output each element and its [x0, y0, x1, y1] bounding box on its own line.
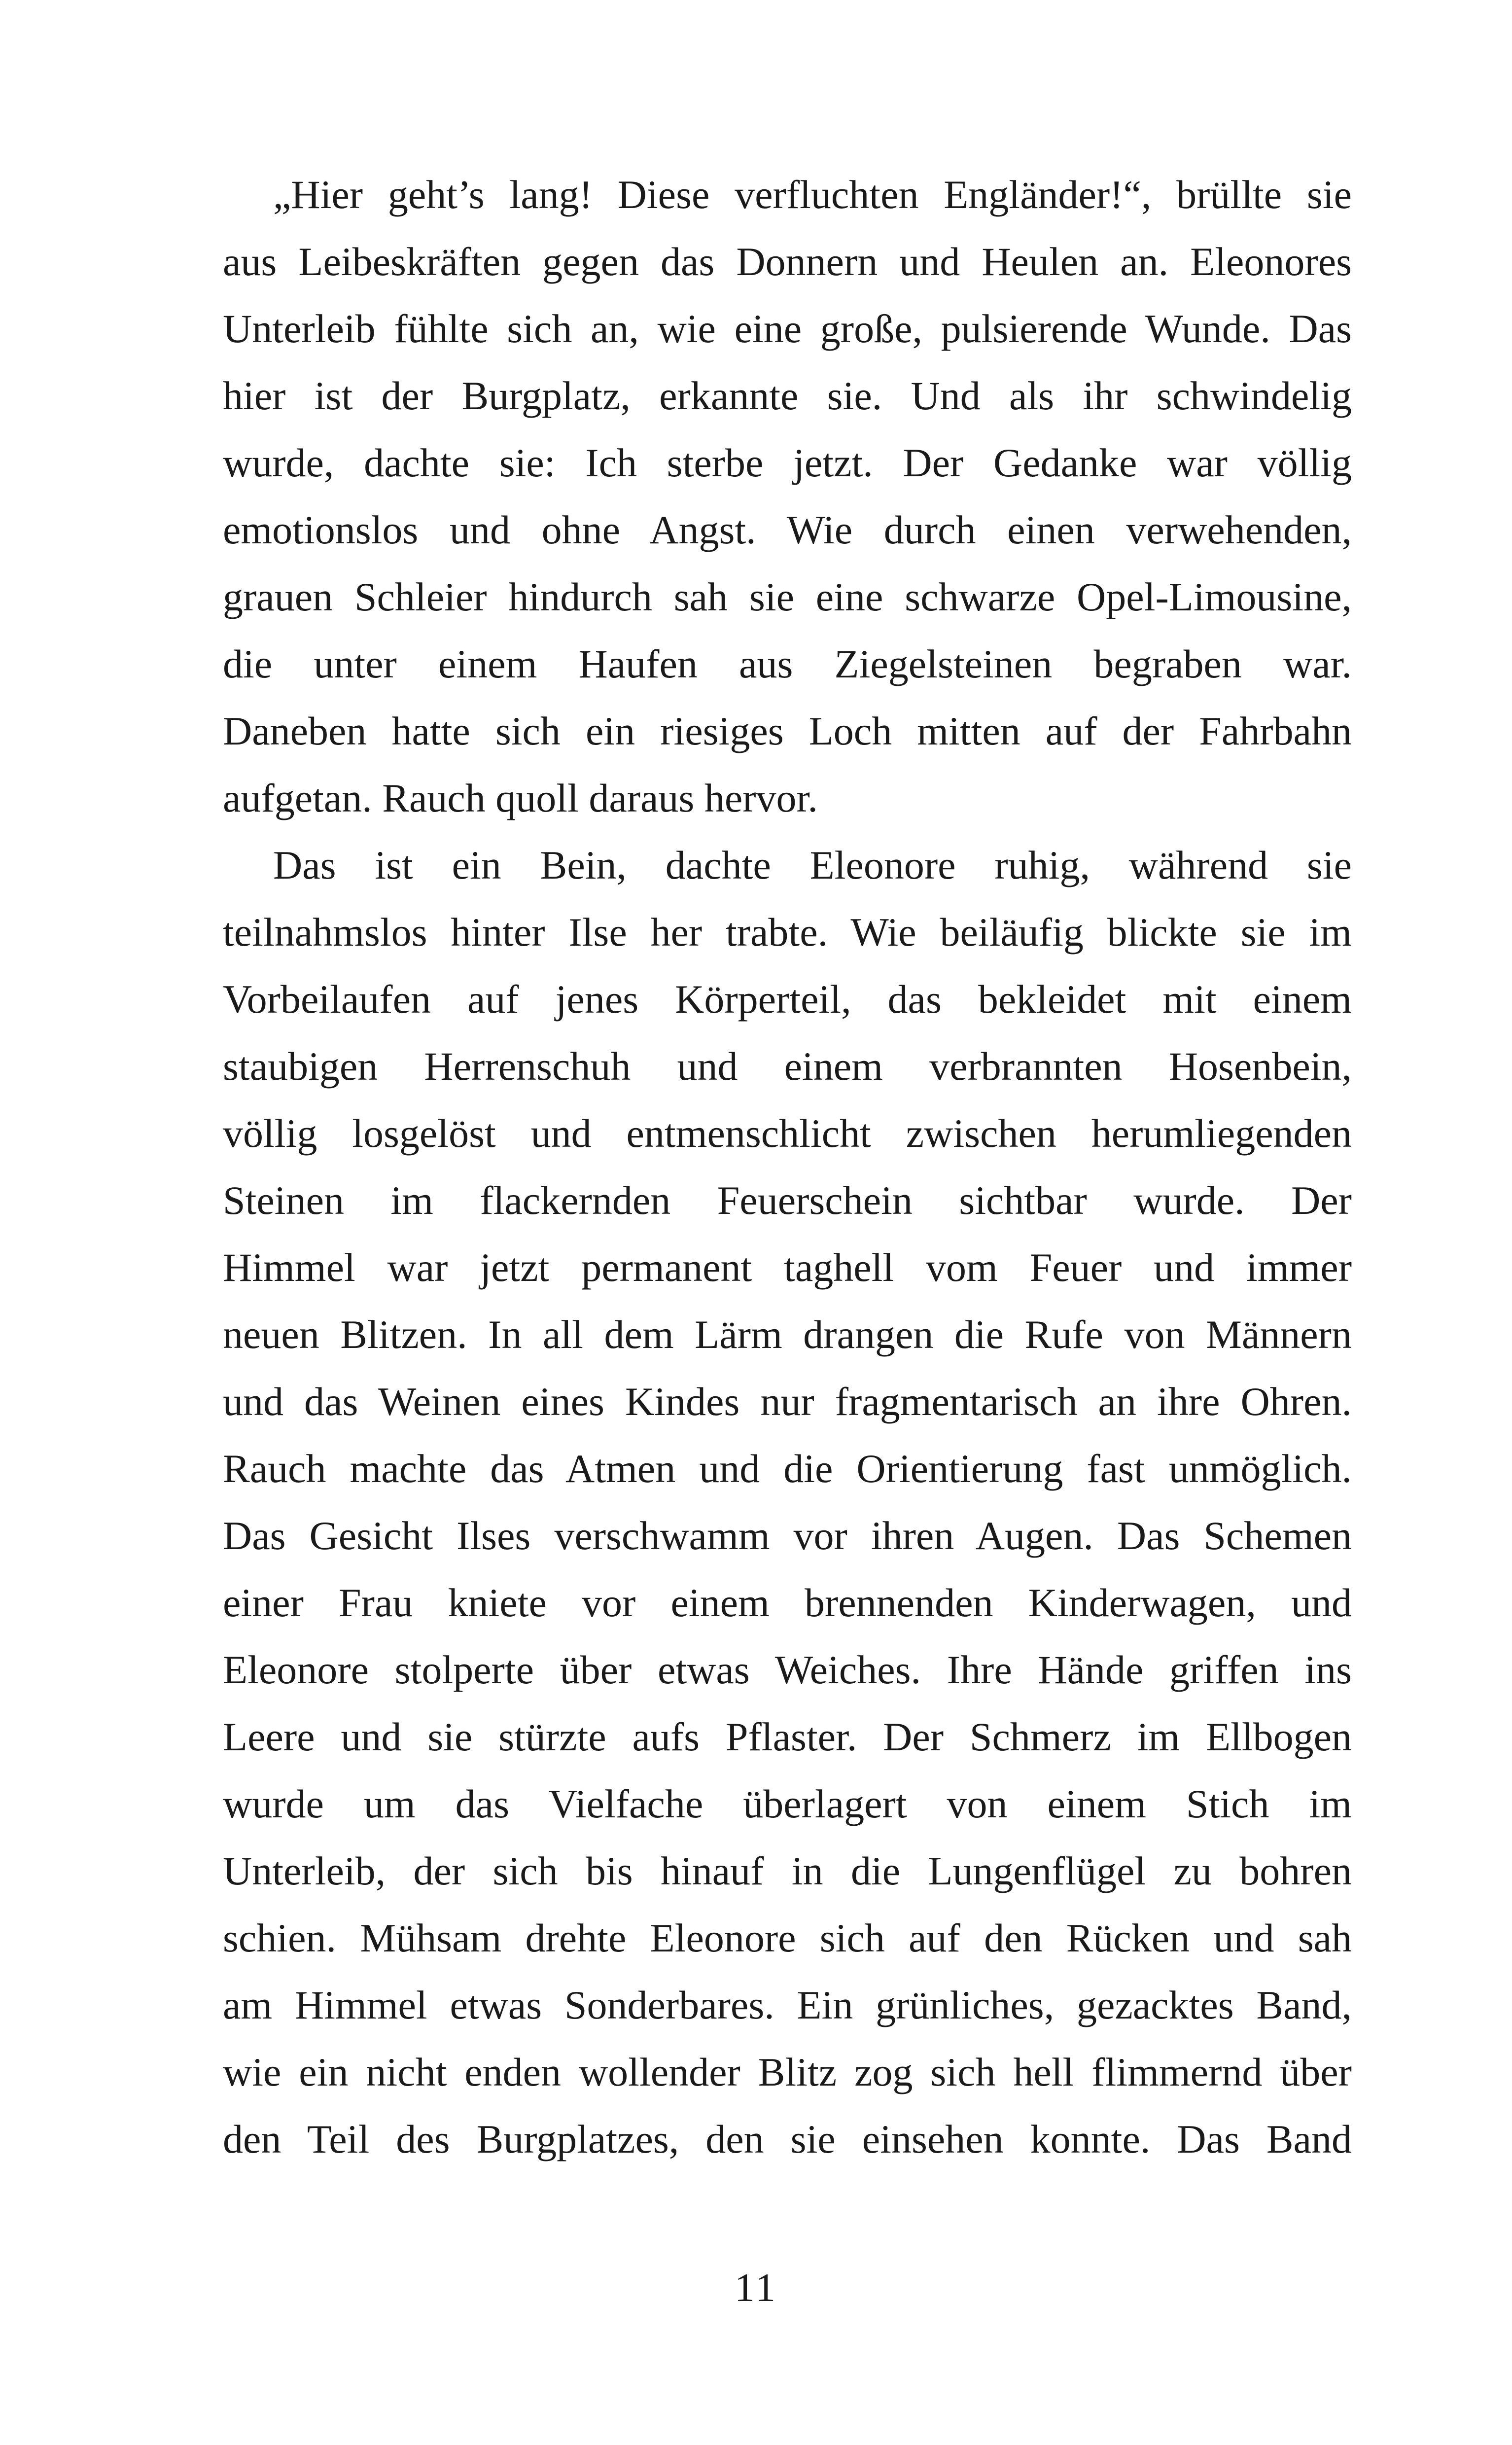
- text-line: und das Weinen eines Kindes nur fragmentarisch an ihre Ohren.: [223, 1379, 1352, 1424]
- text-line: Leere und sie stürzte aufs Pflaster. Der Schmerz im Ellbogen: [223, 1714, 1352, 1759]
- text-line: neuen Blitzen. In all dem Lärm drangen die Rufe von Männern: [223, 1312, 1352, 1357]
- text-line: Das ist ein Bein, dachte Eleonore ruhig, während sie: [273, 843, 1352, 887]
- text-line: schien. Mühsam drehte Eleonore sich auf den Rücken und sah: [223, 1915, 1352, 1960]
- text-line: am Himmel etwas Sonderbares. Ein grünliches, gezacktes Band,: [223, 1983, 1352, 2027]
- text-line: Unterleib fühlte sich an, wie eine große, pulsierende Wunde. Das: [223, 306, 1352, 351]
- text-line: staubigen Herrenschuh und einem verbrannten Hosenbein,: [223, 1044, 1352, 1089]
- text-line: aufgetan. Rauch quoll daraus hervor.: [223, 776, 818, 820]
- page-number: 11: [735, 2265, 777, 2310]
- paragraph-1: [223, 161, 1352, 832]
- text-line: Rauch machte das Atmen und die Orientierung fast unmöglich.: [223, 1446, 1352, 1491]
- text-line: den Teil des Burgplatzes, den sie einsehen konnte. Das Band: [223, 2117, 1352, 2162]
- text-line: wie ein nicht enden wollender Blitz zog sich hell flimmernd über: [223, 2050, 1352, 2094]
- text-line: Vorbeilaufen auf jenes Körperteil, das bekleidet mit einem: [223, 977, 1352, 1022]
- text-line: emotionslos und ohne Angst. Wie durch einen verwehenden,: [223, 507, 1352, 552]
- text-line: Das Gesicht Ilses verschwamm vor ihren Augen. Das Schemen: [223, 1513, 1352, 1558]
- text-line: hier ist der Burgplatz, erkannte sie. Und als ihr schwindelig: [223, 373, 1352, 418]
- text-line: „Hier geht’s lang! Diese verfluchten Engländer!“, brüllte sie: [273, 172, 1352, 217]
- text-line: aus Leibeskräften gegen das Donnern und Heulen an. Eleonores: [223, 239, 1352, 284]
- text-line: wurde um das Vielfache überlagert von einem Stich im: [223, 1781, 1352, 1826]
- text-line: Steinen im flackernden Feuerschein sichtbar wurde. Der: [223, 1178, 1352, 1223]
- paragraph-2: [223, 832, 1352, 2173]
- text-line: Daneben hatte sich ein riesiges Loch mitten auf der Fahrbahn: [223, 709, 1352, 753]
- text-line: einer Frau kniete vor einem brennenden Kinderwagen, und: [223, 1580, 1352, 1625]
- text-line: wurde, dachte sie: Ich sterbe jetzt. Der Gedanke war völlig: [223, 440, 1352, 485]
- text-line: grauen Schleier hindurch sah sie eine schwarze Opel-Limousine,: [223, 574, 1352, 619]
- text-line: teilnahmslos hinter Ilse her trabte. Wie beiläufig blickte sie im: [223, 910, 1352, 955]
- text-line: völlig losgelöst und entmenschlicht zwischen herumliegenden: [223, 1111, 1352, 1156]
- text-line: die unter einem Haufen aus Ziegelsteinen begraben war.: [223, 641, 1352, 686]
- book-page-text: [223, 161, 1352, 2173]
- text-line: Eleonore stolperte über etwas Weiches. Ihre Hände griffen ins: [223, 1647, 1352, 1692]
- text-line: Himmel war jetzt permanent taghell vom Feuer und immer: [223, 1245, 1352, 1290]
- text-line: Unterleib, der sich bis hinauf in die Lungenflügel zu bohren: [223, 1848, 1352, 1893]
